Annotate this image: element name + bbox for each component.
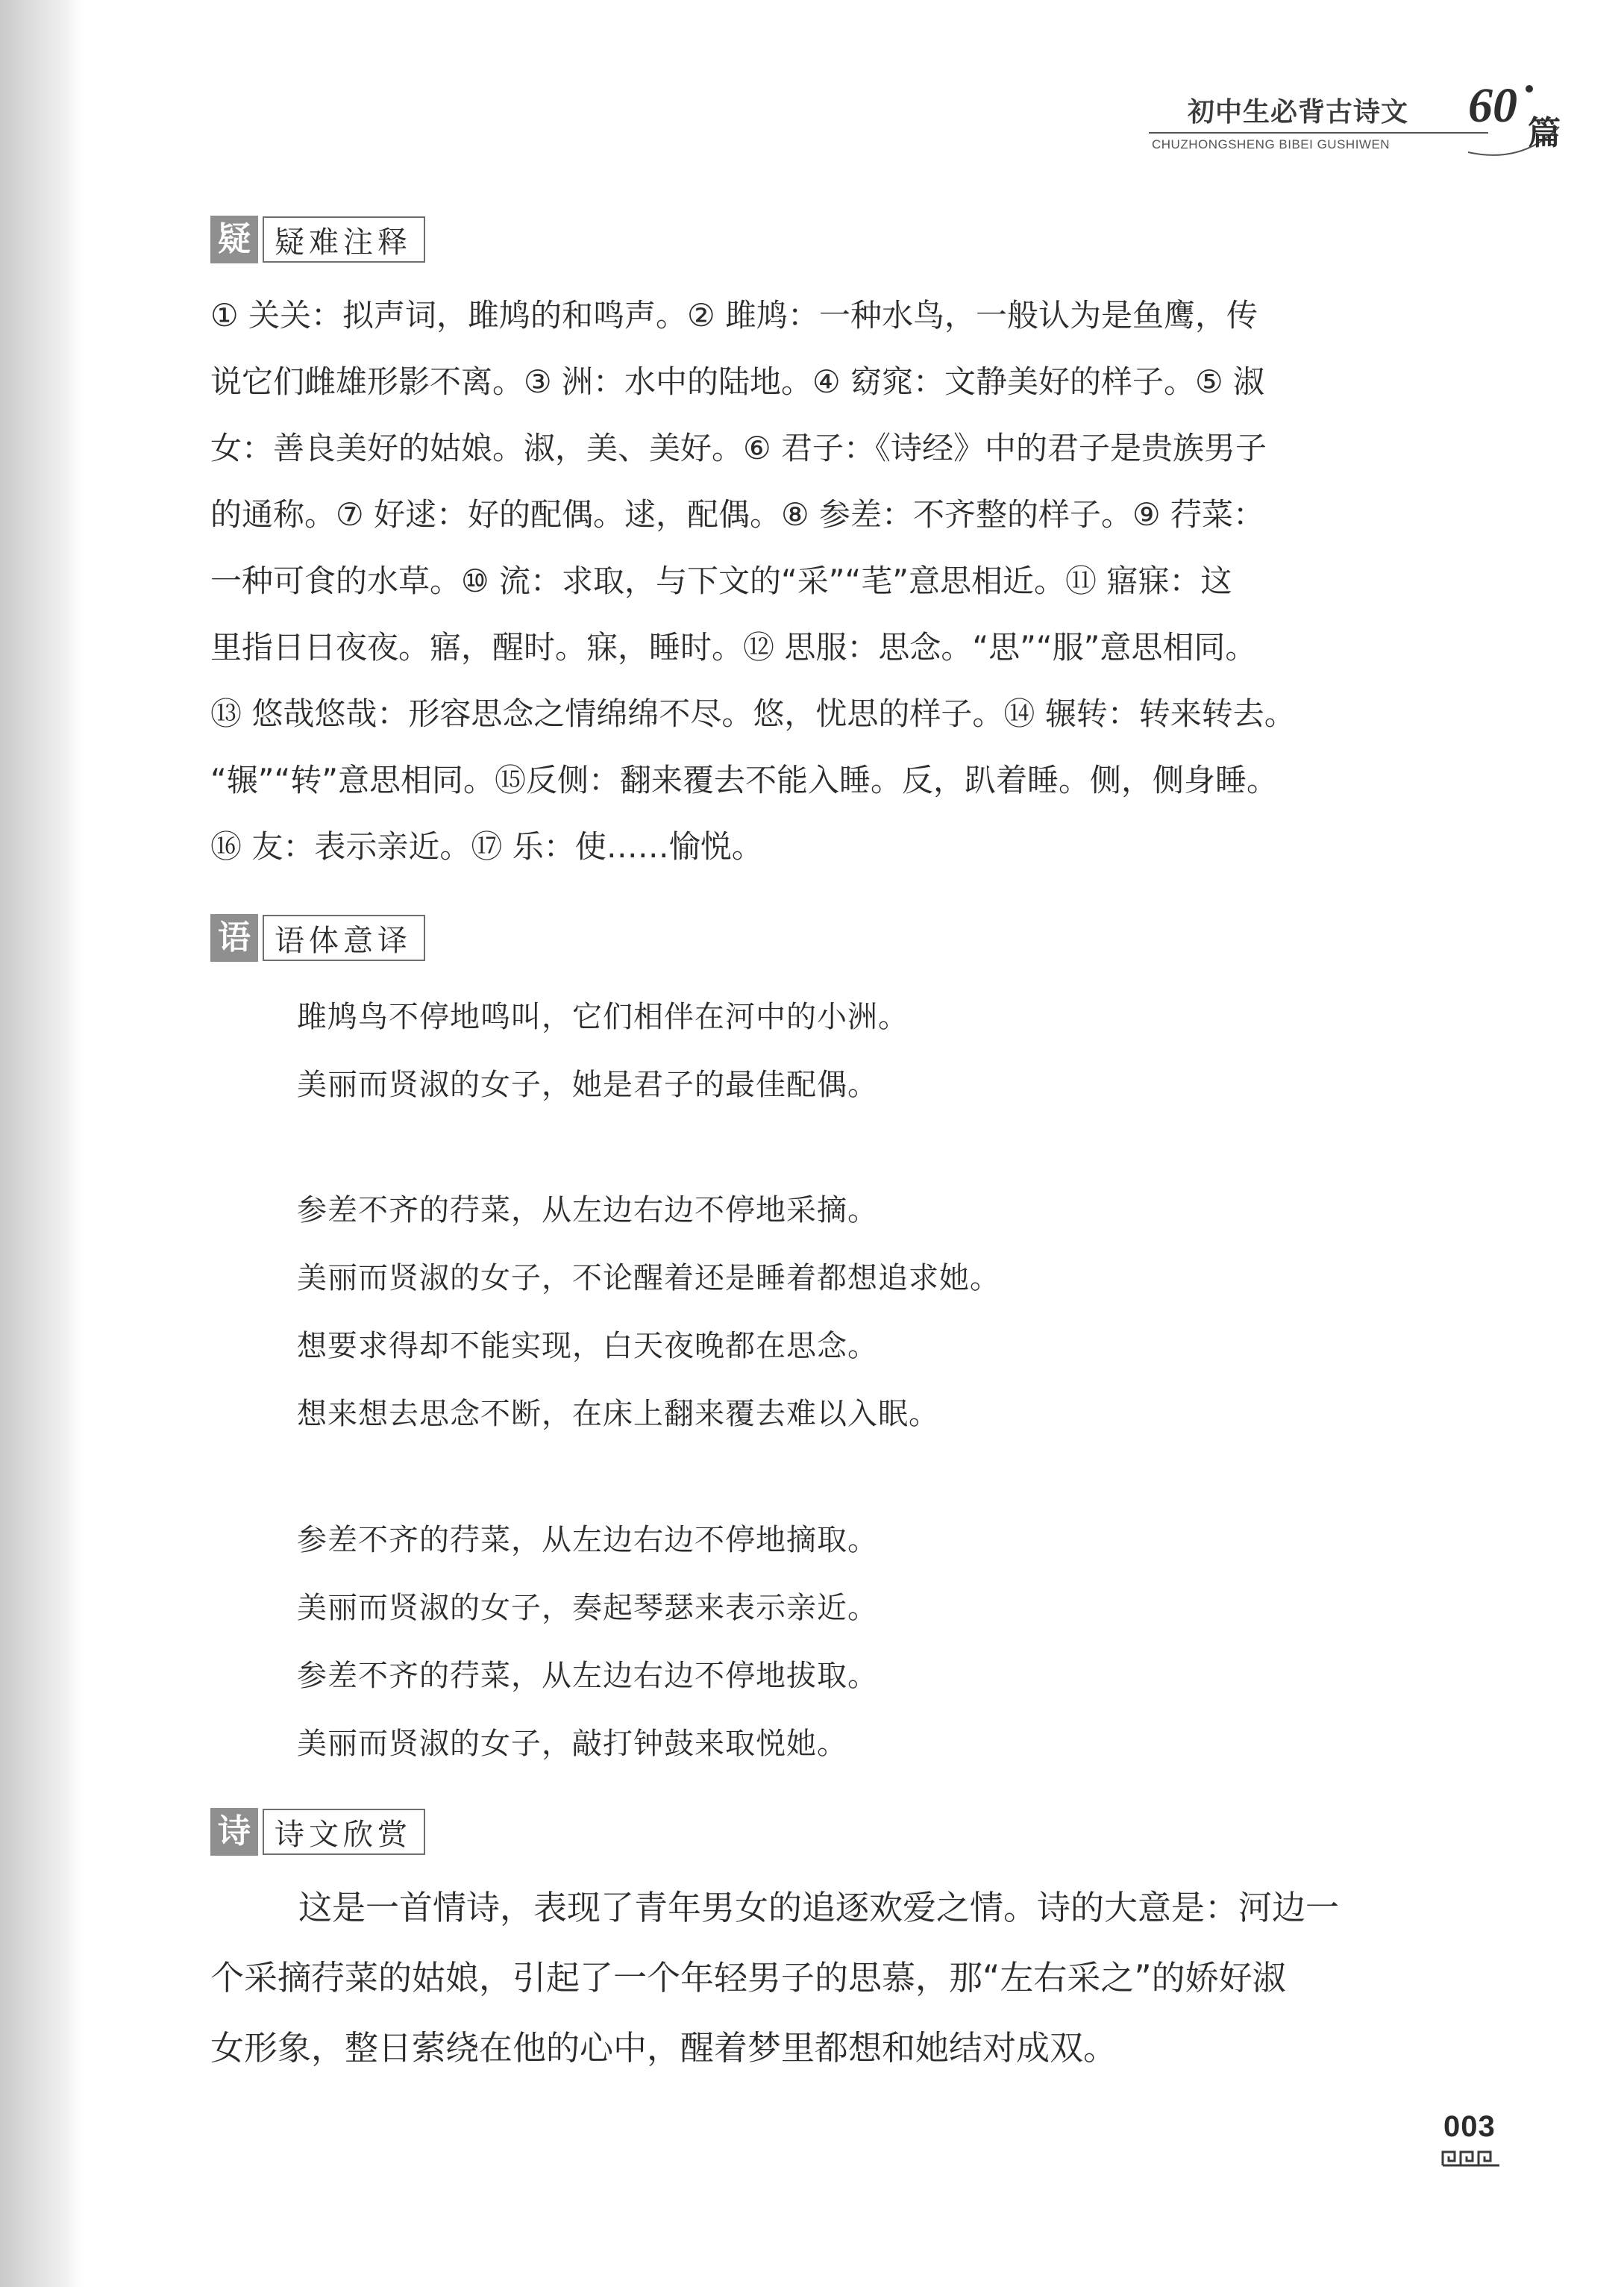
notes-heading-label: 疑难注释 [263, 216, 425, 263]
book-subtitle-pinyin: CHUZHONGSHENG BIBEI GUSHIWEN [1152, 137, 1391, 151]
notes-line: “辗”“转”意思相同。⑮反侧：翻来覆去不能入睡。反，趴着睡。侧，侧身睡。 [210, 762, 1279, 798]
seal-glyph: 诗 [218, 1812, 251, 1850]
page-number: 003 [1443, 2110, 1496, 2143]
appreciation-heading [210, 1807, 425, 1856]
notes-paragraph [210, 282, 1508, 880]
translation-line: 美丽而贤淑的女子，敲打钟鼓来取悦她。 [297, 1727, 847, 1761]
seal-icon [210, 216, 258, 263]
translation-line: 雎鸠鸟不停地鸣叫，它们相伴在河中的小洲。 [297, 1000, 909, 1034]
translation-line: 美丽而贤淑的女子，她是君子的最佳配偶。 [297, 1068, 878, 1102]
notes-line: 的通称。⑦ 好逑：好的配偶。逑，配偶。⑧ 参差：不齐整的样子。⑨ 荇菜： [210, 496, 1265, 533]
translation-line: 参差不齐的荇菜，从左边右边不停地拔取。 [297, 1659, 878, 1693]
book-count-number: 60 [1468, 78, 1517, 133]
translation-heading [210, 913, 425, 963]
seal-icon [210, 1808, 258, 1856]
notes-line: 女：善良美好的姑娘。淑，美、美好。⑥ 君子：《诗经》中的君子是贵族男子 [210, 430, 1267, 466]
translation-line: 想来想去思念不断，在床上翻来覆去难以入眠。 [297, 1397, 939, 1431]
translation-stanza-3 [297, 1507, 1490, 1778]
notes-line: 里指日日夜夜。寤，醒时。寐，睡时。⑫ 思服：思念。“思”“服”意思相同。 [210, 629, 1257, 666]
appreciation-line: 个采摘荇菜的姑娘，引起了一个年轻男子的思慕，那“左右采之”的娇好淑 [210, 1958, 1286, 1997]
notes-heading [210, 215, 425, 264]
running-header [1119, 75, 1581, 164]
notes-line: ⑬ 悠哉悠哉：形容思念之情绵绵不尽。悠，忧思的样子。⑭ 辗转：转来转去。 [210, 695, 1296, 732]
notes-line: 一种可食的水草。⑩ 流：求取，与下文的“采”“芼”意思相近。⑪ 寤寐：这 [210, 563, 1232, 599]
notes-line: ⑯ 友：表示亲近。⑰ 乐：使……愉悦。 [210, 828, 763, 865]
notes-line: 说它们雌雄形影不离。③ 洲：水中的陆地。④ 窈窕：文静美好的样子。⑤ 淑 [210, 363, 1265, 400]
header-dot [1526, 85, 1533, 93]
seal-icon [210, 914, 258, 962]
translation-line: 参差不齐的荇菜，从左边右边不停地采摘。 [297, 1193, 878, 1227]
translation-stanza-2 [297, 1177, 1490, 1448]
translation-stanza-1 [297, 983, 1490, 1119]
appreciation-line: 女形象，整日萦绕在他的心中，醒着梦里都想和她结对成双。 [210, 2028, 1117, 2068]
translation-heading-label: 语体意译 [263, 915, 425, 961]
notes-line: ① 关关：拟声词，雎鸠的和鸣声。② 雎鸠：一种水鸟，一般认为是鱼鹰，传 [210, 297, 1258, 334]
book-title: 初中生必背古诗文 [1188, 97, 1409, 128]
translation-line: 美丽而贤淑的女子，奏起琴瑟来表示亲近。 [297, 1591, 878, 1625]
seal-glyph: 疑 [218, 220, 251, 258]
header-rule [1149, 132, 1488, 134]
translation-line: 参差不齐的荇菜，从左边右边不停地摘取。 [297, 1523, 878, 1557]
fret-ornament [1441, 2149, 1501, 2167]
appreciation-line: 这是一首情诗，表现了青年男女的追逐欢爱之情。诗的大意是：河边一 [298, 1888, 1340, 1927]
appreciation-paragraph [210, 1873, 1508, 2083]
seal-glyph: 语 [218, 919, 251, 957]
translation-line: 想要求得却不能实现，白天夜晚都在思念。 [297, 1329, 878, 1363]
book-count-suffix: 篇 [1528, 114, 1561, 152]
appreciation-heading-label: 诗文欣赏 [263, 1809, 425, 1855]
translation-line: 美丽而贤淑的女子，不论醒着还是睡着都想追求她。 [297, 1261, 1000, 1295]
